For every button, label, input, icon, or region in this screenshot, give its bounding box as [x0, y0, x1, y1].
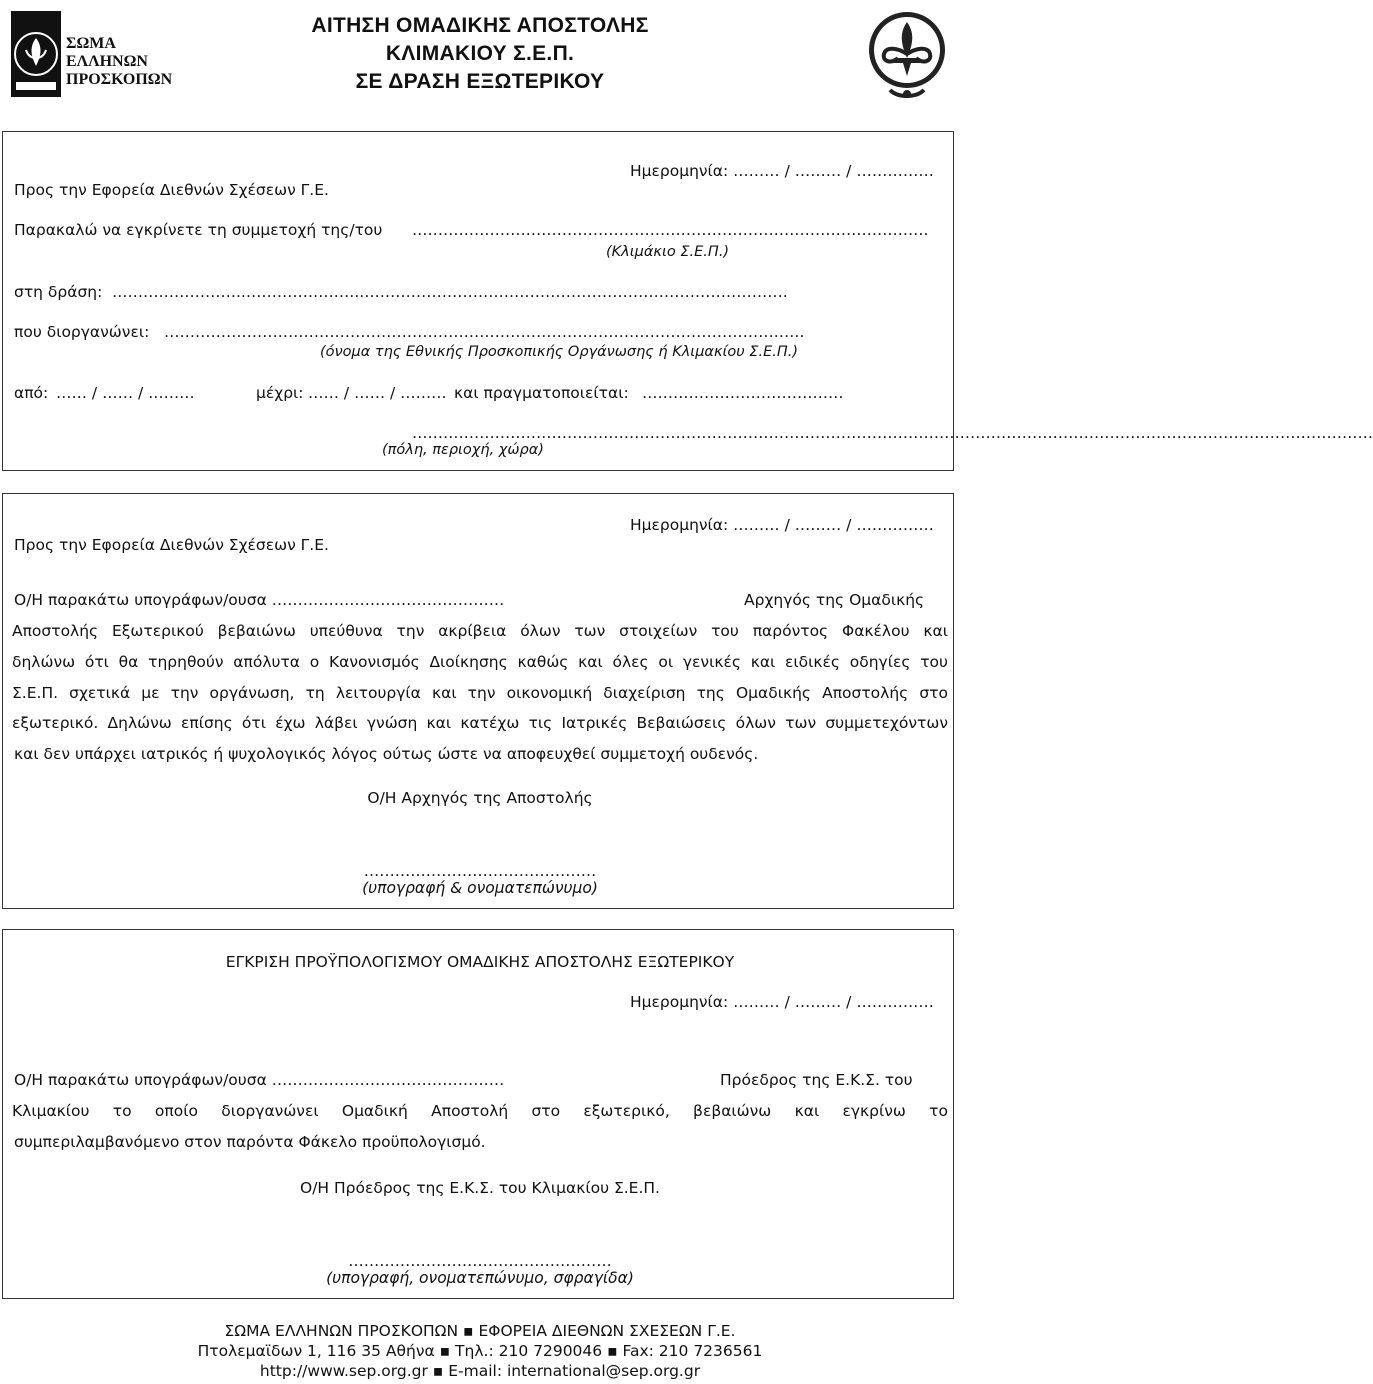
budget-line-1b: Πρόεδρος της Ε.Κ.Σ. του [720, 1071, 913, 1089]
declaration-line-3: δηλώνω ότι θα τηρηθούν απόλυτα ο Κανονισμός Διοίκησης καθώς και όλες οι γενικές και ειδικές οδηγίες του [12, 653, 948, 671]
title-line-1: ΑΙΤΗΣΗ ΟΜΑΔΙΚΗΣ ΑΠΟΣΤΟΛΗΣ [311, 14, 649, 37]
scout-movement-logo [862, 8, 952, 103]
declaration-line-6: και δεν υπάρχει ιατρικός ή ψυχολογικός λόγος ούτως ώστε να αποφευχθεί συμμετοχή ουδενός. [14, 745, 759, 763]
declaration-recipient: Προς την Εφορεία Διεθνών Σχέσεων Γ.Ε. [14, 536, 329, 554]
title-line-2: ΚΛΙΜΑΚΙΟΥ Σ.Ε.Π. [385, 42, 575, 65]
leader-signature-hint: (υπογραφή & ονοματεπώνυμο) [362, 879, 598, 897]
request-recipient: Προς την Εφορεία Διεθνών Σχέσεων Γ.Ε. [14, 181, 329, 199]
declaration-line-5: εξωτερικό. Δηλώνω επίσης ότι έχω λάβει γνώση και κατέχω τις Ιατρικές Βεβαιώσεις όλων των συμμετεχόντων [12, 714, 948, 732]
declaration-line-4: Σ.Ε.Π. σχετικά με την οργάνωση, τη λειτουργία και την οικονομική διαχείριση της Ομαδικής Αποστολής στο [12, 684, 948, 702]
president-title: Ο/Η Πρόεδρος της Ε.Κ.Σ. του Κλιμακίου Σ.Ε.Π. [300, 1179, 660, 1197]
budget-line-3: συμπεριλαμβανόμενο στον παρόντα Φάκελο προϋπολογισμό. [14, 1133, 486, 1151]
organizer-label: που διοργανώνει: [14, 323, 150, 341]
organizer-hint: (όνομα της Εθνικής Προσκοπικής Οργάνωσης ή Κλιμακίου Σ.Ε.Π.) [320, 344, 799, 360]
held-label: και πραγματοποιείται: [454, 384, 629, 402]
from-date-field[interactable]: …… / …… / ……… [56, 384, 195, 402]
declaration-line-1b: Αρχηγός της Ομαδικής [744, 591, 925, 609]
place-field[interactable]: …………………………………………………………………………………………………………………………………………………………………… [412, 424, 1373, 442]
action-label: στη δράση: [14, 283, 103, 301]
request-date-field[interactable]: Ημερομηνία: ……… / ……… / …………… [630, 162, 934, 180]
footer-contact[interactable]: http://www.sep.org.gr ▪ E-mail: international@sep.org.gr [259, 1362, 701, 1380]
from-label: από: [14, 384, 49, 402]
budget-date-field[interactable]: Ημερομηνία: ……… / ……… / …………… [630, 993, 934, 1011]
place-hint: (πόλη, περιοχή, χώρα) [382, 442, 544, 458]
svg-text:ΕΛΛΗΝΩΝ: ΕΛΛΗΝΩΝ [66, 53, 148, 70]
title-line-3: ΣΕ ΔΡΑΣΗ ΕΞΩΤΕΡΙΚΟΥ [355, 70, 605, 93]
fleur-de-lis-icon [862, 8, 952, 103]
budget-heading: ΕΓΚΡΙΣΗ ΠΡΟΫΠΟΛΟΓΙΣΜΟΥ ΟΜΑΔΙΚΗΣ ΑΠΟΣΤΟΛΗΣ ΕΞΩΤΕΡΙΚΟΥ [225, 953, 735, 971]
organizer-field[interactable]: ……………………………………………………………………………………………………………. [164, 323, 805, 341]
request-text: Παρακαλώ να εγκρίνετε τη συμμετοχή της/του [14, 221, 383, 239]
scout-emblem-icon [10, 10, 173, 100]
footer-org: ΣΩΜΑ ΕΛΛΗΝΩΝ ΠΡΟΣΚΟΠΩΝ ▪ ΕΦΟΡΕΙΑ ΔΙΕΘΝΩΝ ΣΧΕΣΕΩΝ Γ.Ε. [224, 1322, 736, 1340]
until-date-field[interactable]: …… / …… / ……… [308, 384, 447, 402]
declaration-line-1a: Ο/Η παρακάτω υπογράφων/ουσα ……………………………………… [14, 591, 505, 609]
leader-signature-field[interactable]: ……………………………………… [363, 862, 597, 880]
declaration-date-field[interactable]: Ημερομηνία: ……… / ……… / …………… [630, 516, 934, 534]
declaration-line-2: Αποστολής Εξωτερικού βεβαιώνω υπεύθυνα την ακρίβεια όλων των στοιχείων του παρόντος Φακέλου και [12, 622, 948, 640]
held-field[interactable]: ………………………………… [642, 384, 844, 402]
until-label: μέχρι: [256, 384, 304, 402]
footer-address: Πτολεμαϊδων 1, 116 35 Αθήνα ▪ Τηλ.: 210 7290046 ▪ Fax: 210 7236561 [197, 1342, 763, 1360]
unit-hint: (Κλιμάκιο Σ.Ε.Π.) [606, 244, 730, 260]
unit-field[interactable]: ………………………………………………………………………………………. [412, 221, 929, 239]
action-field[interactable]: ……………………..…………………..………………………………………………………………………. [112, 283, 788, 301]
budget-line-2: Κλιμακίου το οποίο διοργανώνει Ομαδική Αποστολή στο εξωτερικό, βεβαιώνω και εγκρίνω το [12, 1102, 948, 1120]
svg-text:ΣΩΜΑ: ΣΩΜΑ [66, 35, 116, 52]
sep-logo [10, 10, 173, 100]
president-signature-field[interactable]: …………………………………………… [348, 1252, 612, 1270]
svg-text:ΠΡΟΣΚΟΠΩΝ: ΠΡΟΣΚΟΠΩΝ [66, 71, 173, 88]
president-signature-hint: (υπογραφή, ονοματεπώνυμο, σφραγίδα) [326, 1269, 634, 1287]
budget-line-1a: Ο/Η παρακάτω υπογράφων/ουσα ……………………………………… [14, 1071, 505, 1089]
leader-title: Ο/Η Αρχηγός της Αποστολής [367, 789, 593, 807]
